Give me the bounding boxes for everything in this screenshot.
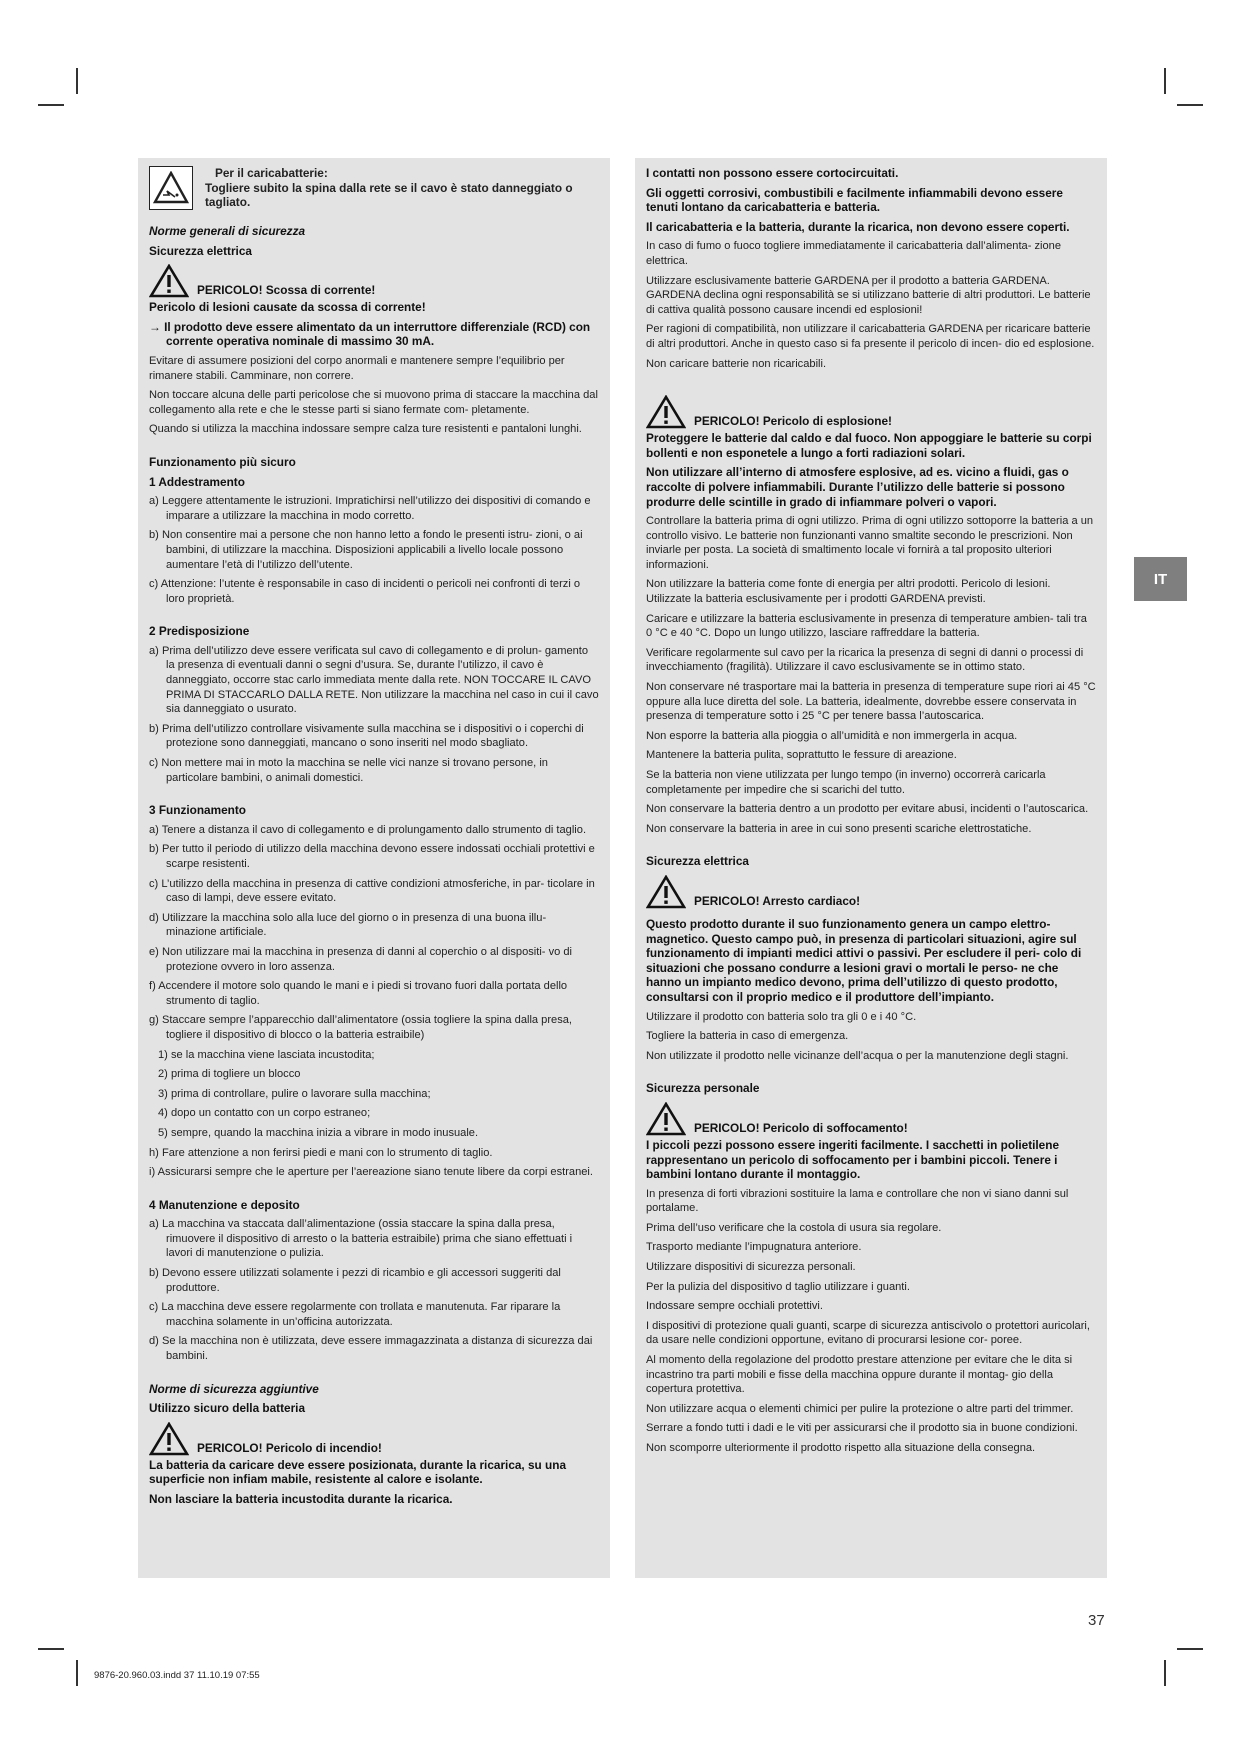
- bold-paragraph: I piccoli pezzi possono essere ingeriti facilmente. I sacchetti in polietilene rappresentano un pericolo di soffocamento per i bambini piccoli. Tenere i bambini lontano durante il montaggio.: [646, 1137, 1060, 1182]
- paragraph: Non caricare batterie non ricaricabili.: [646, 357, 827, 370]
- list-item: i) Assicurarsi sempre che le aperture per l’aereazione siano tenute libere da corpi estranei.: [149, 1166, 593, 1179]
- crop-mark: [1177, 104, 1203, 106]
- danger-suffocation: [646, 1102, 1096, 1136]
- paragraph: Trasporto mediante l’impugnatura anteriore.: [646, 1241, 862, 1254]
- right-column: [635, 158, 1107, 1578]
- danger-heart: [646, 875, 1096, 909]
- warning-triangle-icon: [149, 264, 189, 298]
- list-item: h) Fare attenzione a non ferirsi piedi e mani con lo strumento di taglio.: [149, 1146, 493, 1159]
- list-item: d) Utilizzare la macchina solo alla luce del giorno o in presenza di una buona illu- minazione artificiale.: [149, 911, 547, 939]
- paragraph: Non esporre la batteria alla pioggia o all’umidità e non immergerla in acqua.: [646, 729, 1018, 742]
- section-title: 1 Addestramento: [149, 474, 245, 489]
- bold-paragraph: Gli oggetti corrosivi, combustibili e facilmente infiammabili devono essere tenuti lontano da caricabatteria e batteria.: [646, 185, 1063, 215]
- bold-paragraph: Il caricabatteria e la batteria, durante la ricarica, non devono essere coperti.: [646, 219, 1070, 234]
- danger-shock-sub: Pericolo di lesioni causate da scossa di corrente!: [149, 300, 426, 315]
- paragraph: Utilizzare dispositivi di sicurezza personali.: [646, 1261, 856, 1274]
- crop-mark: [76, 68, 78, 94]
- list-item: b) Devono essere utilizzati solamente i pezzi di ricambio e gli accessori suggeriti dal produttore.: [149, 1267, 561, 1294]
- list-item: c) L’utilizzo della macchina in presenza di cattive condizioni atmosferiche, in par- ticolare in caso di lampi, deve essere evitato.: [149, 877, 595, 905]
- section-title: 2 Predisposizione: [149, 624, 250, 639]
- charger-warning: [149, 166, 599, 210]
- paragraph: Caricare e utilizzare la batteria esclusivamente in presenza di temperature ambien- tali tra 0 °C e 40 °C. Dopo un lungo utilizzo, lasciare raffreddare la batteria.: [646, 612, 1087, 640]
- list-item: g) Staccare sempre l’apparecchio dall’alimentatore (ossia togliere la spina dalla presa, togliere il dispositivo di blocco o la batteria estraibile): [149, 1014, 573, 1041]
- bold-paragraph: Proteggere le batterie dal caldo e dal fuoco. Non appoggiare le batterie su corpi bollenti e non esponetele a lungo a forti radiazioni solari.: [646, 431, 1092, 460]
- paragraph: Quando si utilizza la macchina indossare sempre calza ture resistenti e pantaloni lunghi.: [149, 423, 582, 436]
- list-item: b) Prima dell’utilizzo controllare visivamente sulla macchina se i dispositivi o i coperchi di protezione sono danneggiati, mancano o sono inseriti nel modo sbagliato.: [149, 722, 584, 750]
- electric-hazard-icon: [149, 166, 193, 210]
- paragraph: Per ragioni di compatibilità, non utilizzare il caricabatteria GARDENA per ricaricare batterie di altri produttori. Anche in questo caso si fa presente il pericolo di incen- dio ed esplosione.: [646, 323, 1095, 350]
- list-item: a) Prima dell’utilizzo deve essere verificata sul cavo di collegamento e di prolun- gamento la presenza di eventuali danni o segni d’usura. Se, durante l’utilizzo, il cavo è danneggiato, occorre stac carlo immediata mente dalla rete. NON TOCCARE IL CAVO PRIMA DI STACCARLO DALLA RETE. Non utilizzare la macchina nel caso in cui il cavo sia danneggiato o usurato.: [149, 644, 599, 716]
- paragraph: Indossare sempre occhiali protettivi.: [646, 1300, 823, 1313]
- paragraph: Per la pulizia del dispositivo d taglio utilizzare i guanti.: [646, 1280, 910, 1293]
- general-title: Norme generali di sicurezza: [149, 224, 306, 238]
- list-item: f) Accendere il motore solo quando le mani e i piedi si trovano fuori dalla portata dello strumento di taglio.: [149, 980, 568, 1007]
- paragraph: Non utilizzare acqua o elementi chimici per pulire la protezione o altre parti del trimmer.: [646, 1402, 1074, 1415]
- list-item: c) Non mettere mai in moto la macchina se nelle vici nanze si trovano persone, in particolare bambini, o animali domestici.: [149, 757, 548, 784]
- paragraph: Al momento della regolazione del prodotto prestare attenzione per evitare che le dita si incastrino tra parti mobili e fisse della macchina oppure durante il montag- gio della copertura protettiva.: [646, 1354, 1073, 1396]
- danger-suffocation-label: PERICOLO! Pericolo di soffocamento!: [694, 1120, 908, 1135]
- page-number: 37: [1088, 1612, 1105, 1629]
- paragraph: Prima dell’uso verificare che la costola di usura sia regolare.: [646, 1221, 942, 1234]
- list-item: a) Leggere attentamente le istruzioni. Impratichirsi nell’utilizzo dei dispositivi di comando e imparare a utilizzare la macchina in modo corretto.: [149, 495, 591, 522]
- bold-paragraph: Questo prodotto durante il suo funzionamento genera un campo elettro- magnetico. Questo campo può, in presenza di particolari situazioni, agire sul funzionamento di impianti medici attivi o passivi. Per escludere il peri- colo di situazioni che possano condurre a lesioni gravi o mortali le perso- ne che hanno un impianto medico devono, prima dell’utilizzo di questo prodotto, consultarsi con il proprio medico e il produttore dell’impianto.: [646, 916, 1082, 1004]
- paragraph: Non conservare la batteria in aree in cui sono presenti scariche elettrostatiche.: [646, 822, 1032, 835]
- paragraph: I dispositivi di protezione quali guanti, scarpe di sicurezza antiscivolo o protettori auricolari, da usare nelle condizioni opportune, evitano di procurarsi lesione cor- poree.: [646, 1319, 1090, 1347]
- list-item: a) La macchina va staccata dall’alimentazione (ossia staccare la spina dalla presa, rimuovere il dispositivo di arresto o la batteria estraibile) prima che siano effettuati i lavori di manutenzione o pulizia.: [149, 1218, 573, 1260]
- crop-mark: [38, 1648, 64, 1650]
- list-item: a) Tenere a distanza il cavo di collegamento e di prolungamento dallo strumento di taglio.: [149, 823, 587, 836]
- section-title: 3 Funzionamento: [149, 803, 246, 818]
- battery-title: Utilizzo sicuro della batteria: [149, 1401, 306, 1416]
- danger-explosion-label: PERICOLO! Pericolo di esplosione!: [694, 414, 892, 429]
- warning-triangle-icon: [149, 1422, 189, 1456]
- list-item: d) Se la macchina non è utilizzata, deve essere immagazzinata a distanza di sicurezza dai bambini.: [149, 1335, 593, 1363]
- paragraph: Utilizzare esclusivamente batterie GARDENA per il prodotto a batteria GARDENA. GARDENA declina ogni responsabilità se si utilizzano batterie di altri produttori. Le batterie di cattiva qualità possono causare incendi ed esplosioni!: [646, 274, 1091, 316]
- bold-paragraph: I contatti non possono essere cortocircuitati.: [646, 166, 899, 180]
- danger-fire: [149, 1422, 599, 1456]
- danger-fire-label: PERICOLO! Pericolo di incendio!: [197, 1440, 382, 1455]
- paragraph: Non conservare la batteria dentro a un prodotto per evitare abusi, incidenti o l’autoscarica.: [646, 803, 1089, 816]
- print-footer: 9876-20.960.03.indd 37 11.10.19 07:55: [94, 1670, 260, 1681]
- electric-title: Sicurezza elettrica: [646, 854, 749, 869]
- paragraph: Controllare la batteria prima di ogni utilizzo. Prima di ogni utilizzo sottoporre la batteria a un controllo visivo. Le batterie non funzionanti vanno smaltite secondo le prescrizioni. Non inviarle per posta. La società di smaltimento locale vi fornirà a tal proposito ulteriori informazioni.: [646, 515, 1094, 571]
- crop-mark: [1164, 1660, 1166, 1686]
- list-item: c) Attenzione: l’utente è responsabile in caso di incidenti o pericoli nei confronti di terzi o loro proprietà.: [149, 578, 581, 605]
- safe-title: Funzionamento più sicuro: [149, 454, 296, 469]
- paragraph: Utilizzare il prodotto con batteria solo tra gli 0 e i 40 °C.: [646, 1010, 917, 1023]
- sub-list-item: 1) se la macchina viene lasciata incustodita;: [158, 1048, 375, 1061]
- paragraph: Non utilizzare la batteria come fonte di energia per altri prodotti. Pericolo di lesioni. Utilizzate la batteria esclusivamente per i prodotti GARDENA previsti.: [646, 578, 1051, 606]
- paragraph: Non scomporre ulteriormente il prodotto rispetto alla situazione della consegna.: [646, 1442, 1036, 1454]
- electric-title: Sicurezza elettrica: [149, 243, 252, 258]
- paragraph: In caso di fumo o fuoco togliere immediatamente il caricabatteria dall’alimenta- zione elettrica.: [646, 240, 1061, 267]
- crop-mark: [38, 104, 64, 106]
- list-item: b) Non consentire mai a persone che non hanno letto a fondo le presenti istru- zioni, o ai bambini, di utilizzare la macchina. Disposizioni applicabili a livello locale possono aumentare l’età di l’utilizzo dell’utente.: [149, 529, 583, 571]
- crop-mark: [1164, 68, 1166, 94]
- paragraph: Verificare regolarmente sul cavo per la ricarica la presenza di segni di danni o processi di invecchiamento (fragilità). Utilizzare il cavo esclusivamente se in ottimo stato.: [646, 646, 1084, 674]
- sub-list-item: 3) prima di controllare, pulire o lavorare sulla macchina;: [158, 1087, 431, 1100]
- paragraph: In presenza di forti vibrazioni sostituire la lama e controllare che non vi siano danni sul portalame.: [646, 1187, 1069, 1215]
- paragraph: Se la batteria non viene utilizzata per lungo tempo (in inverno) occorrerà caricarla completamente per impedire che si scarichi del tutto.: [646, 769, 1046, 796]
- paragraph: Togliere la batteria in caso di emergenza.: [646, 1030, 849, 1043]
- danger-heart-label: PERICOLO! Arresto cardiaco!: [694, 893, 861, 908]
- list-item: b) Per tutto il periodo di utilizzo della macchina devono essere indossati occhiali protettivi e scarpe resistenti.: [149, 843, 595, 870]
- paragraph: Non toccare alcuna delle parti pericolose che si muovono prima di staccare la macchina dal collegamento alla rete e che le stesse parti si siano fermate com- pletamente.: [149, 389, 598, 416]
- paragraph: Mantenere la batteria pulita, soprattutto le fessure di areazione.: [646, 749, 957, 762]
- paragraph: Serrare a fondo tutti i dadi e le viti per assicurarsi che il prodotto sia in buone condizioni.: [646, 1422, 1078, 1435]
- crop-mark: [76, 1660, 78, 1686]
- charger-text: Togliere subito la spina dalla rete se il cavo è stato danneggiato o tagliato.: [205, 180, 573, 210]
- warning-triangle-icon: [646, 1102, 686, 1136]
- additional-title: Norme di sicurezza aggiuntive: [149, 1381, 319, 1396]
- fire-text: La batteria da caricare deve essere posizionata, durante la ricarica, su una superficie non infiam mabile, resistente al calore e isolante.: [149, 1457, 567, 1487]
- charger-title: Per il caricabatterie:: [215, 166, 328, 180]
- paragraph: Non utilizzate il prodotto nelle vicinanze dell’acqua o per la manutenzione degli stagni.: [646, 1049, 1069, 1062]
- bold-paragraph: Non utilizzare all’interno di atmosfere esplosive, ad es. vicino a fluidi, gas o raccolte di polvere infiammabili. Durante l’utilizzo delle batterie si possono produrre delle scintille in grado di infiammare polveri o vapori.: [646, 465, 1069, 509]
- danger-explosion: [646, 395, 1096, 429]
- paragraph: Evitare di assumere posizioni del corpo anormali e mantenere sempre l’equilibrio per rimanere stabili. Camminare, non correre.: [149, 354, 565, 382]
- sub-list-item: 5) sempre, quando la macchina inizia a vibrare in modo inusuale.: [158, 1126, 479, 1139]
- danger-shock: [149, 264, 599, 298]
- list-item: e) Non utilizzare mai la macchina in presenza di danni al coperchio o al dispositi- vo di protezione ovvero in loro assenza.: [149, 945, 573, 973]
- warning-triangle-icon: [646, 395, 686, 429]
- fire-text: Non lasciare la batteria incustodita durante la ricarica.: [149, 1492, 453, 1506]
- danger-shock-label: PERICOLO! Scossa di corrente!: [197, 283, 376, 298]
- list-item: c) La macchina deve essere regolarmente con trollata e manutenuta. Far riparare la macchina solamente in un’officina autorizzata.: [149, 1301, 561, 1328]
- section-title: 4 Manutenzione e deposito: [149, 1197, 300, 1212]
- paragraph: Non conservare né trasportare mai la batteria in presenza di temperature supe riori ai 45 °C oppure alla luce diretta del sole. La batteria, idealmente, dovrebbe essere conservata in presenza di temperature sotto i 25 °C per tenere bassa l’autoscarica.: [646, 681, 1096, 723]
- language-tab: IT: [1134, 557, 1187, 601]
- left-column: [138, 158, 610, 1578]
- sub-list-item: 2) prima di togliere un blocco: [158, 1068, 301, 1081]
- warning-triangle-icon: [646, 875, 686, 909]
- crop-mark: [1177, 1648, 1203, 1650]
- personal-title: Sicurezza personale: [646, 1081, 760, 1096]
- sub-list-item: 4) dopo un contatto con un corpo estraneo;: [158, 1107, 371, 1120]
- rcd-note: → Il prodotto deve essere alimentato da un interruttore differenziale (RCD) con corrente operativa nominale di massimo 30 mA.: [149, 319, 591, 349]
